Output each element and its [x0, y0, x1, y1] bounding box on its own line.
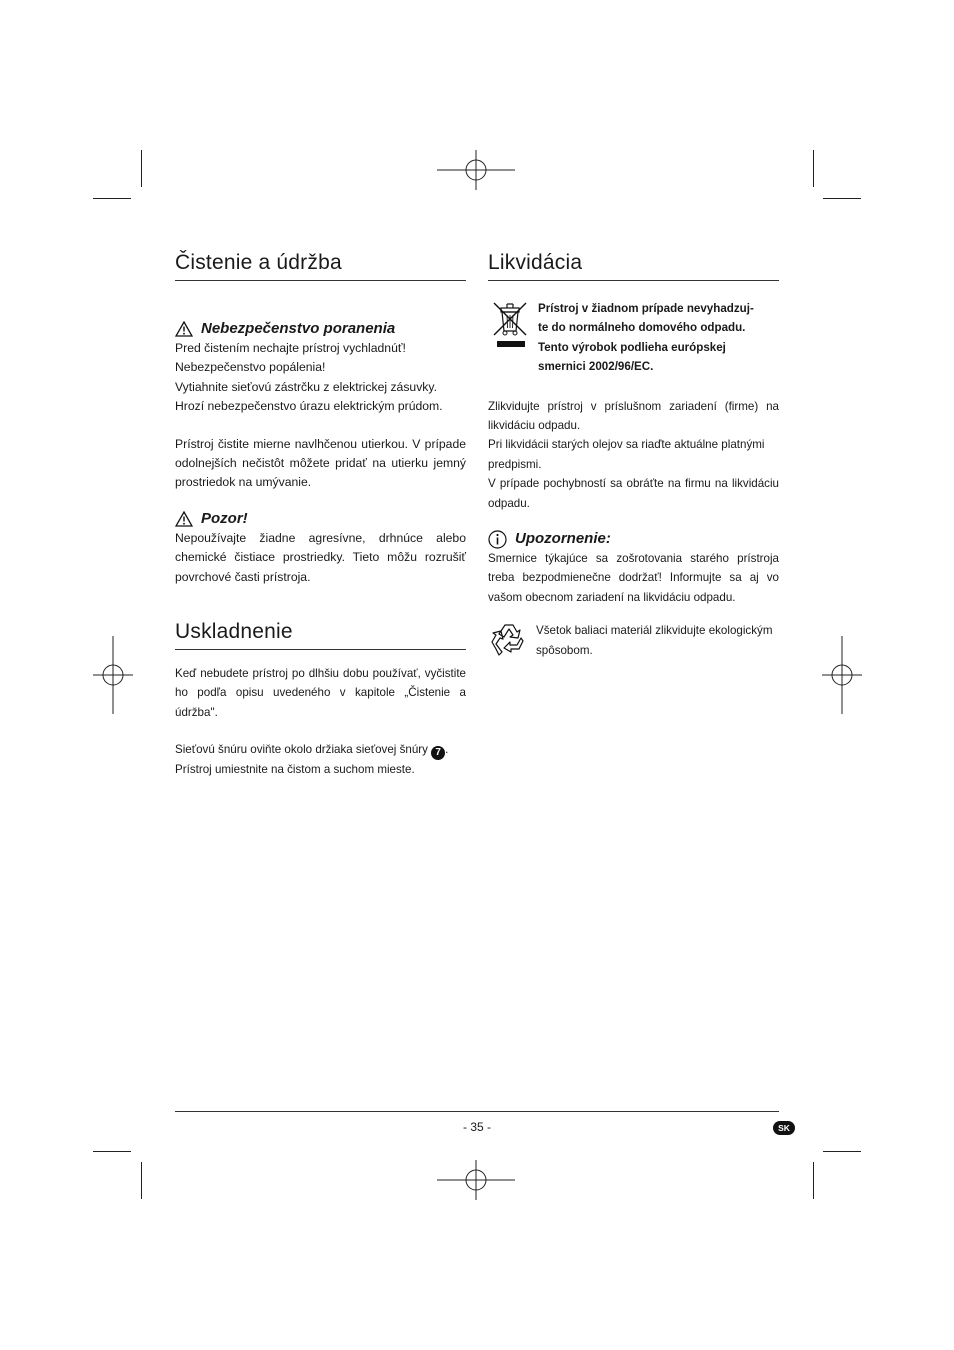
registration-mark-icon [93, 636, 133, 714]
crop-mark [813, 1162, 814, 1199]
caution-title: Pozor! [201, 509, 248, 527]
warning-line: Hrozí nebezpečenstvo úrazu elektrickým prúdom. [175, 399, 443, 414]
crop-mark [93, 198, 131, 199]
right-column [488, 250, 779, 660]
storage-cord-paragraph [175, 740, 466, 760]
caution-heading [175, 509, 466, 529]
recycle-text: Všetok baliaci materiál zlikvidujte ekologickým spôsobom. [536, 624, 773, 657]
registration-mark-icon [437, 1160, 515, 1200]
footer-rule [175, 1111, 779, 1112]
warning-title: Nebezpečenstvo poranenia [201, 320, 396, 337]
section-title-storage: Uskladnenie [175, 619, 466, 650]
disposal-paragraph: Pri likvidácii starých olejov sa riaďte aktuálne platnými predpismi. [488, 438, 765, 471]
recycle-notice [488, 621, 779, 660]
disposal-paragraph: Zlikvidujte prístroj v príslušnom zariadení (firme) na likvidáciu odpadu. [488, 399, 779, 433]
crop-mark [823, 1151, 861, 1152]
storage-cord-text-end: . [445, 743, 449, 757]
section-title-disposal: Likvidácia [488, 250, 779, 281]
cleaning-paragraph: Prístroj čistite mierne navlhčenou utierkou. V prípade odolnejších nečistôt môžete pridať na utierku jemný prostriedok na umývanie. [175, 436, 466, 490]
caution-text: Nepoužívajte žiadne agresívne, drhnúce alebo chemické čistiace prostriedky. Tieto môžu rozrušiť povrchové časti prístroja. [175, 530, 466, 584]
warning-line: Nebezpečenstvo popálenia! [175, 360, 326, 375]
weee-line: Prístroj v žiadnom prípade nevyhadzuj- [538, 302, 754, 315]
part-number-badge: 7 [431, 746, 445, 760]
storage-cord-text: Sieťovú šnúru oviňte okolo držiaka sieťovej šnúry [175, 743, 432, 757]
weee-line: smernici 2002/96/EC. [538, 360, 654, 374]
disposal-paragraph: V prípade pochybností sa obráťte na firmu na likvidáciu odpadu. [488, 477, 779, 510]
notice-heading [488, 529, 779, 549]
registration-mark-icon [437, 150, 515, 190]
warning-line: Vytiahnite sieťovú zástrčku z elektrickej zásuvky. [175, 379, 437, 394]
page-number: - 35 - [462, 1120, 491, 1134]
crossed-bin-icon [490, 299, 530, 349]
storage-paragraph: Keď nebudete prístroj po dlhšiu dobu používať, vyčistite ho podľa opisu uvedeného v kapitole „Čistenie a údržba". [175, 667, 466, 719]
weee-line: Tento výrobok podlieha európskej [538, 340, 726, 354]
language-badge: SK [773, 1121, 795, 1135]
left-column [175, 250, 466, 780]
notice-text: Smernice týkajúce sa zošrotovania starého prístroja treba bezpodmienečne dodržať! Informujte sa aj vo vašom obecnom zariadení na likvidáciu odpadu. [488, 552, 779, 604]
warning-heading-injury [175, 319, 466, 339]
crop-mark [93, 1151, 131, 1152]
info-icon [488, 530, 507, 549]
crop-mark [141, 150, 142, 187]
storage-place-paragraph: Prístroj umiestnite na čistom a suchom mieste. [175, 763, 415, 777]
recycle-icon [490, 621, 528, 659]
crop-mark [813, 150, 814, 187]
warning-triangle-icon [175, 321, 193, 337]
notice-title: Upozornenie: [515, 530, 611, 548]
registration-mark-icon [822, 636, 862, 714]
warning-triangle-icon [175, 511, 193, 527]
section-title-cleaning: Čistenie a údržba [175, 250, 466, 281]
weee-notice [488, 299, 779, 377]
warning-line: Pred čistením nechajte prístroj vychladnúť! [175, 341, 406, 355]
crop-mark [141, 1162, 142, 1199]
crop-mark [823, 198, 861, 199]
weee-line: te do normálneho domového odpadu. [538, 321, 746, 335]
